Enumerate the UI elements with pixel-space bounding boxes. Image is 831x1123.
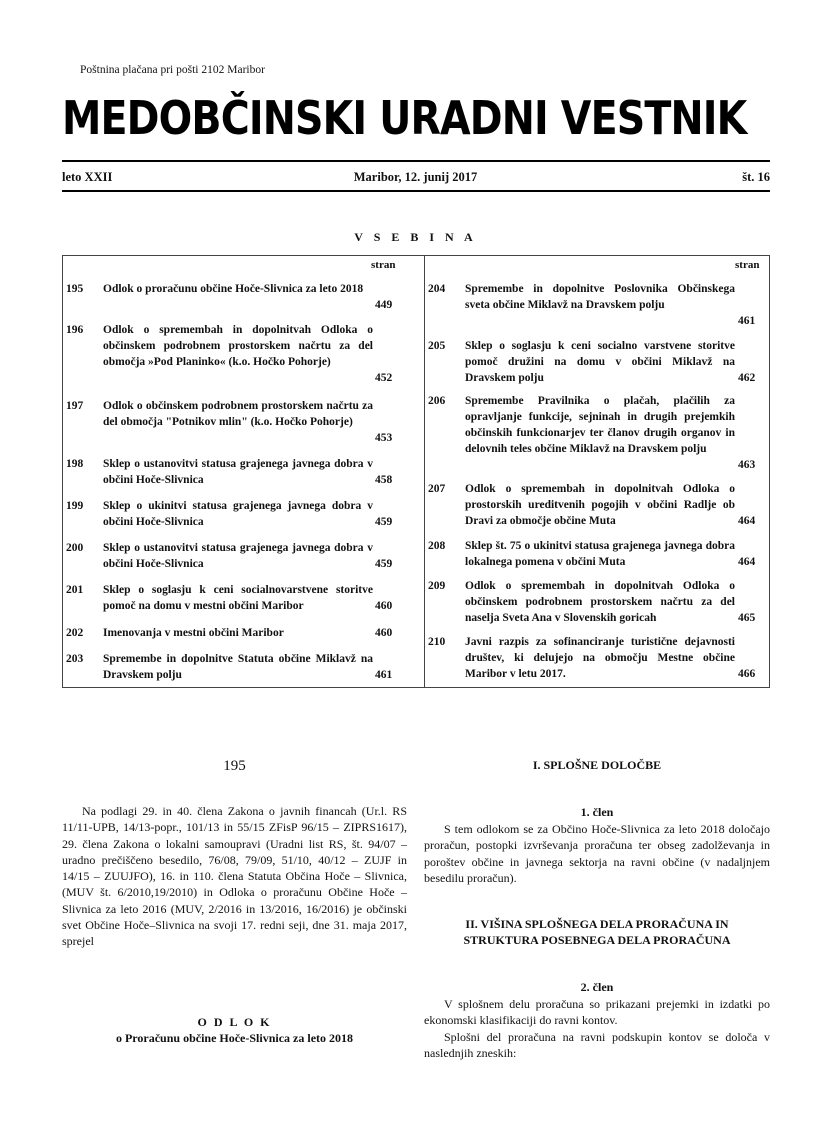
clen-2-text-1: V splošnem delu proračuna so prikazani prejemki in izdatki po ekonomski klasifikaciji do ravni kontov. <box>424 997 770 1028</box>
article-number: 195 <box>223 758 246 774</box>
section-heading-2-line1: II. VIŠINA SPLOŠNEGA DELA PRORAČUNA IN <box>465 917 729 931</box>
masthead-title: MEDOBČINSKI URADNI VESTNIK <box>62 91 747 145</box>
toc-entry-number: 202 <box>66 627 84 639</box>
clen-1-heading: 1. člen <box>580 805 614 819</box>
toc-entry-page: 460 <box>375 600 393 612</box>
toc-entry-number: 208 <box>428 540 446 552</box>
toc-column-divider <box>424 255 425 688</box>
toc-entry-title: Imenovanja v mestni občini Maribor <box>103 627 284 639</box>
toc-entry-title: Sklep o ukinitvi statusa grajenega javnega dobra v občini Hoče-Slivnica <box>103 500 373 528</box>
toc-entry-number: 205 <box>428 340 446 352</box>
toc-entry-title: Spremembe in dopolnitve Statuta občine Miklavž na Dravskem polju <box>103 653 373 681</box>
toc-entry-title: Spremembe in dopolnitve Poslovnika Občinskega sveta občine Miklavž na Dravskem polju <box>465 283 735 311</box>
toc-entry-page: 452 <box>375 372 393 384</box>
header-rule-bottom <box>62 190 770 192</box>
toc-entry-page: 459 <box>375 516 393 528</box>
toc-stran-label-right: stran <box>735 259 760 271</box>
article-preamble: Na podlagi 29. in 40. člena Zakona o javnih financah (Ur.l. RS 11/11-UPB, 14/13-popr., 101/13 in 55/15 ZFisP 96/15 – ZIPRS1617), 29. člena Zakona o lokalni samoupravi (Uradni list RS, št. 94/07 – uradno prečiščeno besedilo, 76/08, 79/09, 51/10, 40/12 – ZUJF in 14/15 – ZUUJFO), 16. in 110. člena Statuta Občina Hoče – Slivnica, (MUV št. 6/2010,19/2010) in Odloka o proračunu Občine Hoče – Slivnica za leto 2016 (MUV, 2/2016 in 13/2016, 16/2016) je občinski svet Občine Hoče–Slivnica na svoji 17. redni seji, dne 31. maja 2017, sprejel <box>62 804 407 949</box>
toc-entry-number: 204 <box>428 283 446 295</box>
toc-entry-title: Sklep o soglasju k ceni socialnovarstvene storitve pomoč na domu v mestni občini Maribor <box>103 584 373 612</box>
toc-entry-page: 462 <box>738 372 756 384</box>
toc-entry-page: 463 <box>738 459 756 471</box>
toc-entry-title: Spremembe Pravilnika o plačah, plačilih za opravljanje funkcije, sejninah in drugih prejemkih občinskih funkcionarjev ter članov drugih organov in delovnih teles občine Miklavž na Dravskem polju <box>465 395 735 455</box>
toc-entry-page: 460 <box>375 627 393 639</box>
header-rule-top <box>62 160 770 162</box>
toc-entry-number: 196 <box>66 324 84 336</box>
toc-stran-label-left: stran <box>371 259 396 271</box>
odlok-subtitle: o Proračunu občine Hoče-Slivnica za leto 2018 <box>115 1031 354 1045</box>
toc-entry-title: Sklep o ustanovitvi statusa grajenega javnega dobra v občini Hoče-Slivnica <box>103 458 373 486</box>
toc-entry-title: Sklep o soglasju k ceni socialno varstvene storitve pomoč družini na domu v občini Miklavž na Dravskem polju <box>465 340 735 384</box>
toc-entry-page: 464 <box>738 515 756 527</box>
issue-number: št. 16 <box>742 170 770 184</box>
toc-entry-page: 453 <box>375 432 393 444</box>
toc-entry-page: 461 <box>738 315 756 327</box>
toc-entry-page: 449 <box>375 299 393 311</box>
issue-year: leto XXII <box>62 170 113 184</box>
odlok-heading: O D L O K <box>197 1015 272 1029</box>
clen-1-text: S tem odlokom se za Občino Hoče-Slivnica za leto 2018 določajo proračun, postopki izvrševanja proračuna ter obseg zadolževanja in poroštev občine in javnega sektorja na ravni občine (v nadaljnjem besedilu proračun). <box>424 822 770 885</box>
section-heading-2-line2: STRUKTURA POSEBNEGA DELA PRORAČUNA <box>463 933 731 947</box>
toc-entry-title: Odlok o proračunu občine Hoče-Slivnica za leto 2018 <box>103 283 364 295</box>
toc-entry-number: 206 <box>428 395 446 407</box>
toc-entry-title: Sklep o ustanovitvi statusa grajenega javnega dobra v občini Hoče-Slivnica <box>103 542 373 570</box>
toc-entry-title: Odlok o spremembah in dopolnitvah Odloka o občinskem podrobnem prostorskem načrtu za del naselja Sveta Ana v Slovenskih goricah <box>465 580 735 624</box>
section-heading-1: I. SPLOŠNE DOLOČBE <box>532 758 662 772</box>
toc-entry-title: Odlok o občinskem podrobnem prostorskem načrtu za del območja "Potnikov mlin" (k.o. Hočko Pohorje) <box>103 400 373 428</box>
postage-note: Poštnina plačana pri pošti 2102 Maribor <box>80 64 265 76</box>
toc-entry-page: 466 <box>738 668 756 680</box>
toc-entry-page: 465 <box>738 612 756 624</box>
toc-entry-number: 199 <box>66 500 84 512</box>
toc-entry-page: 459 <box>375 558 393 570</box>
toc-entry-number: 203 <box>66 653 84 665</box>
toc-entry-title: Javni razpis za sofinanciranje turistične dejavnosti društev, ki delujejo na območju Mestne občine Maribor v letu 2017. <box>465 636 735 680</box>
clen-2-text-2: Splošni del proračuna na ravni podskupin kontov se določa v naslednjih zneskih: <box>424 1030 770 1061</box>
toc-entry-page: 461 <box>375 669 393 681</box>
toc-entry-title: Odlok o spremembah in dopolnitvah Odloka o prostorskih ureditvenih pogojih v občini Radlje ob Dravi za območje občine Muta <box>465 483 735 527</box>
toc-entry-number: 207 <box>428 483 446 495</box>
toc-entry-number: 200 <box>66 542 84 554</box>
toc-entry-number: 201 <box>66 584 84 596</box>
toc-entry-number: 209 <box>428 580 446 592</box>
issue-place-date: Maribor, 12. junij 2017 <box>353 170 478 184</box>
toc-entry-number: 197 <box>66 400 84 412</box>
toc-entry-number: 195 <box>66 283 84 295</box>
toc-entry-title: Odlok o spremembah in dopolnitvah Odloka o občinskem podrobnem prostorskem načrtu za del območja »Pod Planinko« (k.o. Hočko Pohorje) <box>103 324 373 368</box>
toc-entry-number: 198 <box>66 458 84 470</box>
toc-entry-number: 210 <box>428 636 446 648</box>
toc-heading: V S E B I N A <box>354 230 477 244</box>
toc-entry-page: 458 <box>375 474 393 486</box>
toc-entry-page: 464 <box>738 556 756 568</box>
toc-entry-title: Sklep št. 75 o ukinitvi statusa grajenega javnega dobra lokalnega pomena v občini Muta <box>465 540 735 568</box>
clen-2-heading: 2. člen <box>580 980 614 994</box>
